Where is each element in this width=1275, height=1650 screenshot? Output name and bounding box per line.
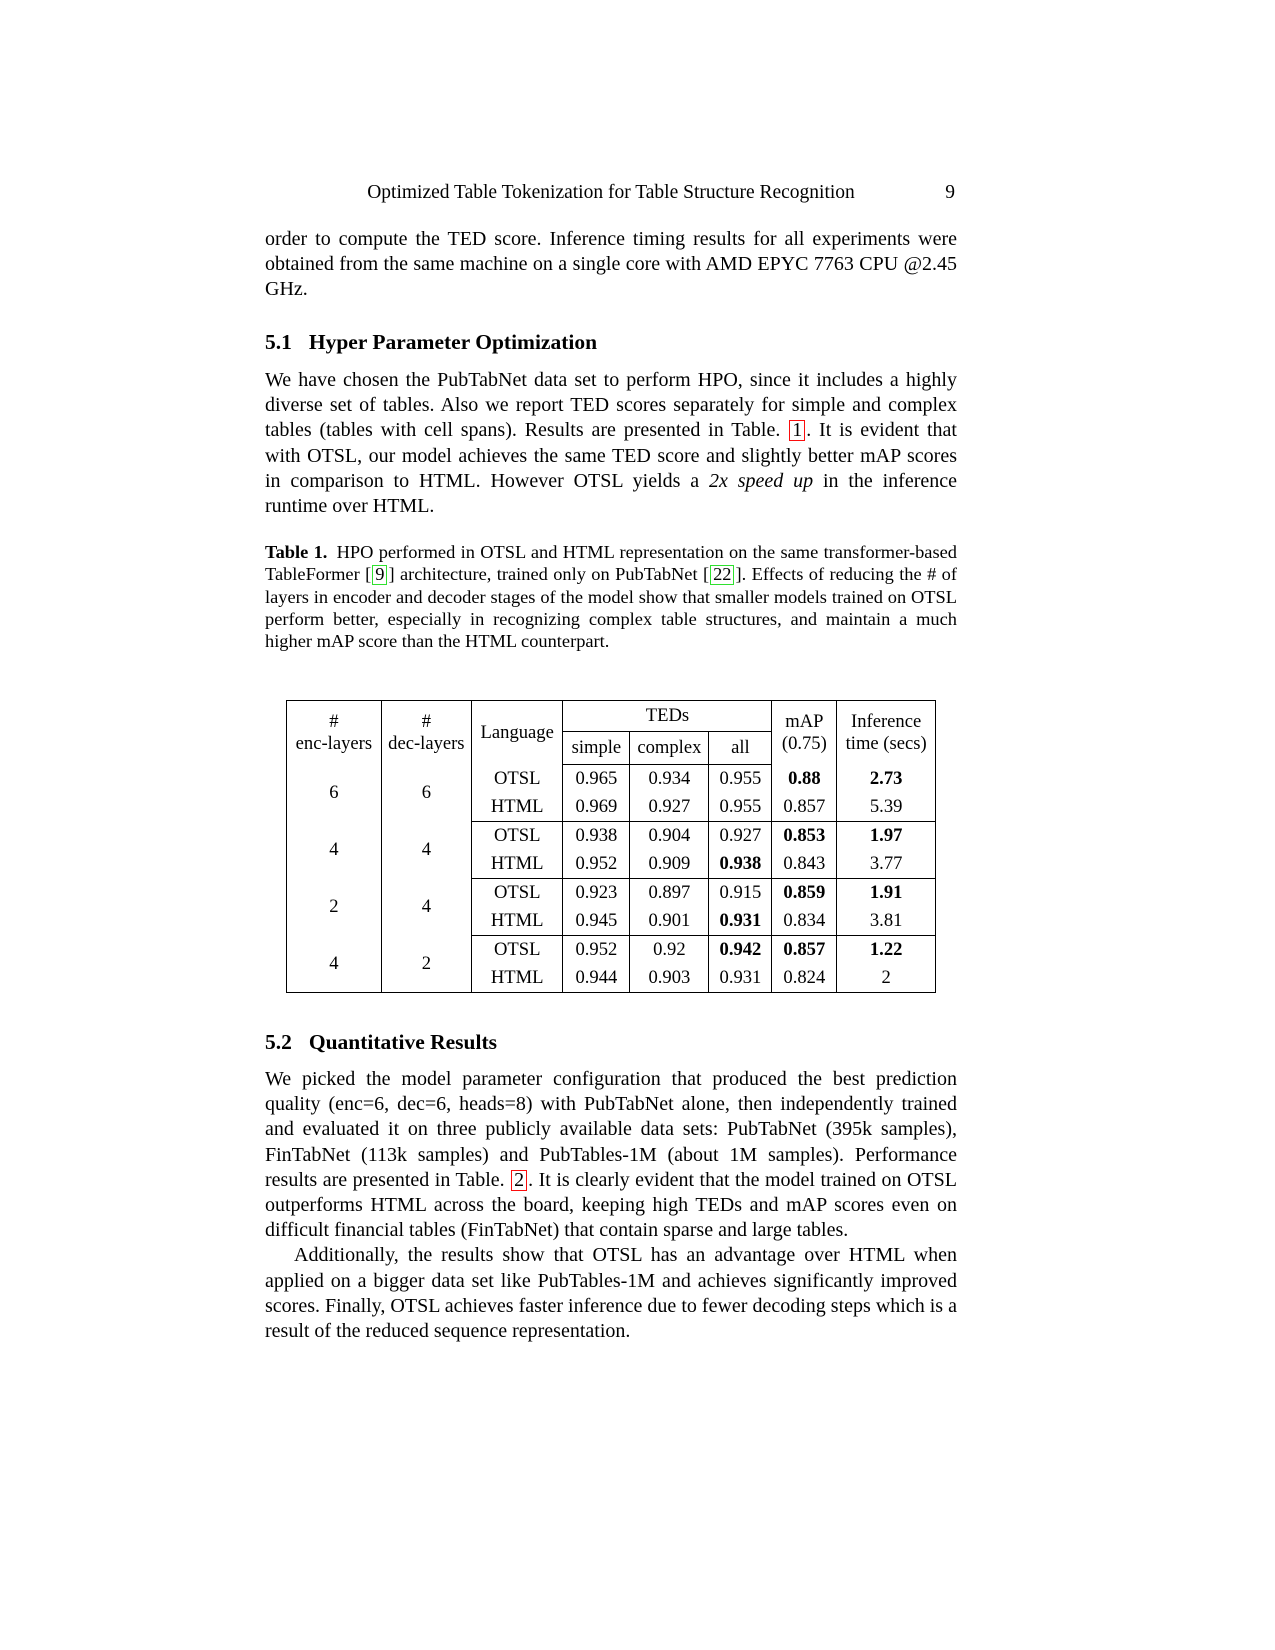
section-title: Hyper Parameter Optimization (308, 330, 598, 354)
cell-time: 1.91 (837, 879, 936, 908)
table-ref-link[interactable]: 2 (511, 1170, 527, 1191)
cell-map: 0.834 (772, 907, 837, 936)
cell-language: HTML (471, 907, 563, 936)
cell-simple: 0.952 (563, 850, 630, 879)
cell-enc: 6 (287, 765, 382, 822)
col-header-enc-layers: # enc-layers (287, 701, 382, 765)
table-1-caption (265, 541, 957, 652)
table-row (287, 936, 936, 965)
cell-language: OTSL (471, 879, 563, 908)
cell-time: 5.39 (837, 793, 936, 822)
section-5-2-paragraph-2 (265, 1243, 957, 1344)
table-header-row-1 (287, 701, 936, 732)
text-segment: ]. Effects of reducing the # of layers in encoder and decoder stages of the model show that smaller models trained on OTSL perform better, especially in recognizing complex table structures, and maintain a much higher mAP score than the HTML counterpart. (265, 564, 957, 652)
text-segment: . It is evident that with OTSL, our model achieves the same TED score and slightly better mAP scores in comparison to HTML. However OTSL yields a (265, 419, 957, 492)
cell-enc: 2 (287, 879, 382, 936)
cell-all: 0.955 (709, 765, 772, 794)
cell-map: 0.824 (772, 964, 837, 993)
cell-dec: 4 (381, 822, 471, 879)
col-header-dec-layers: # dec-layers (381, 701, 471, 765)
running-head-title: Optimized Table Tokenization for Table Structure Recognition (367, 182, 855, 203)
cell-dec: 6 (381, 765, 471, 822)
cell-time: 1.22 (837, 936, 936, 965)
table-row (287, 879, 936, 908)
citation-link[interactable]: 22 (710, 565, 734, 584)
cell-complex: 0.92 (630, 936, 709, 965)
text-segment: in the inference runtime over HTML. (265, 469, 958, 518)
cell-all: 0.931 (709, 964, 772, 993)
running-head (265, 182, 957, 204)
col-header-map: mAP (0.75) (772, 701, 837, 765)
section-number: 5.1 (265, 330, 292, 354)
cell-complex: 0.903 (630, 964, 709, 993)
section-5-2-paragraph-1 (265, 1067, 957, 1243)
cell-simple: 0.923 (563, 879, 630, 908)
cell-map: 0.857 (772, 793, 837, 822)
cell-all: 0.915 (709, 879, 772, 908)
table-row (287, 822, 936, 851)
page-number: 9 (945, 182, 955, 203)
cell-language: OTSL (471, 936, 563, 965)
section-title: Quantitative Results (308, 1030, 497, 1054)
text-segment: We picked the model parameter configuration that produced the best prediction quality (enc=6, dec=6, heads=8) with PubTabNet alone, then independently trained and evaluated it on three publicly available data sets: PubTabNet (395k samples), FinTabNet (113k samples) and PubTables-1M (about 1M samples). Performance results are presented in Table. (265, 1068, 957, 1191)
cell-map: 0.857 (772, 936, 837, 965)
cell-language: HTML (471, 793, 563, 822)
col-header-language: Language (471, 701, 563, 765)
cell-all: 0.927 (709, 822, 772, 851)
section-heading-5-1 (265, 330, 957, 355)
section-heading-5-2 (265, 1030, 957, 1055)
cell-language: HTML (471, 964, 563, 993)
cell-dec: 4 (381, 879, 471, 936)
table-ref-link[interactable]: 1 (789, 420, 805, 441)
hpo-results-table (286, 700, 936, 993)
col-header-simple: simple (563, 732, 630, 765)
cell-all: 0.955 (709, 793, 772, 822)
cell-complex: 0.897 (630, 879, 709, 908)
text-segment: [ (365, 564, 372, 585)
cell-map: 0.88 (772, 765, 837, 794)
cell-simple: 0.965 (563, 765, 630, 794)
cell-all: 0.931 (709, 907, 772, 936)
text-segment: [ (702, 564, 710, 585)
text-segment: 2x speed up (709, 469, 814, 492)
table-1-container (265, 700, 957, 993)
text-segment: Additionally, the results show that OTSL has an advantage over HTML when applied on a bigger data set like PubTables-1M and achieves significantly improved scores. Finally, OTSL achieves faster inference due to fewer decoding steps which is a result of the reduced sequence representation. (265, 1244, 957, 1343)
text-segment: HPO performed in OTSL and HTML representation on the same transformer-based TableFormer (265, 542, 957, 585)
text-segment: order to compute the TED score. Inference timing results for all experiments were obtained from the same machine on a single core with AMD EPYC 7763 CPU @2.45 GHz. (265, 228, 957, 301)
cell-simple: 0.969 (563, 793, 630, 822)
cell-map: 0.859 (772, 879, 837, 908)
col-header-inference: Inference time (secs) (837, 701, 936, 765)
cell-map: 0.853 (772, 822, 837, 851)
cell-enc: 4 (287, 936, 382, 993)
text-segment: Table 1. (265, 542, 328, 562)
cell-language: HTML (471, 850, 563, 879)
section-5-2-paragraphs (265, 1067, 957, 1344)
col-header-complex: complex (630, 732, 709, 765)
cell-complex: 0.901 (630, 907, 709, 936)
cell-complex: 0.904 (630, 822, 709, 851)
text-segment: We have chosen the PubTabNet data set to perform HPO, since it includes a highly diverse set of tables. Also we report TED scores separately for simple and complex tables (tables with cell spans). Results are presented in Table. (265, 369, 957, 442)
cell-enc: 4 (287, 822, 382, 879)
cell-time: 3.77 (837, 850, 936, 879)
cell-all: 0.938 (709, 850, 772, 879)
cell-language: OTSL (471, 765, 563, 794)
cell-complex: 0.934 (630, 765, 709, 794)
cell-complex: 0.927 (630, 793, 709, 822)
cell-language: OTSL (471, 822, 563, 851)
col-header-teds: TEDs (563, 701, 772, 732)
section-number: 5.2 (265, 1030, 292, 1054)
cell-time: 2 (837, 964, 936, 993)
col-header-all: all (709, 732, 772, 765)
section-5-1-paragraph (265, 368, 957, 519)
cell-time: 2.73 (837, 765, 936, 794)
cell-all: 0.942 (709, 936, 772, 965)
cell-complex: 0.909 (630, 850, 709, 879)
cell-simple: 0.945 (563, 907, 630, 936)
cell-simple: 0.952 (563, 936, 630, 965)
cell-simple: 0.938 (563, 822, 630, 851)
cell-time: 1.97 (837, 822, 936, 851)
text-segment: ] architecture, trained only on PubTabNet (388, 564, 703, 585)
cell-time: 3.81 (837, 907, 936, 936)
cell-map: 0.843 (772, 850, 837, 879)
intro-paragraph (265, 227, 957, 303)
cell-dec: 2 (381, 936, 471, 993)
citation-link[interactable]: 9 (372, 565, 387, 584)
text-segment: . It is clearly evident that the model trained on OTSL outperforms HTML across the board, keeping high TEDs and mAP scores even on difficult financial tables (FinTabNet) that contain sparse and large tables. (265, 1168, 957, 1242)
cell-simple: 0.944 (563, 964, 630, 993)
table-row (287, 765, 936, 794)
